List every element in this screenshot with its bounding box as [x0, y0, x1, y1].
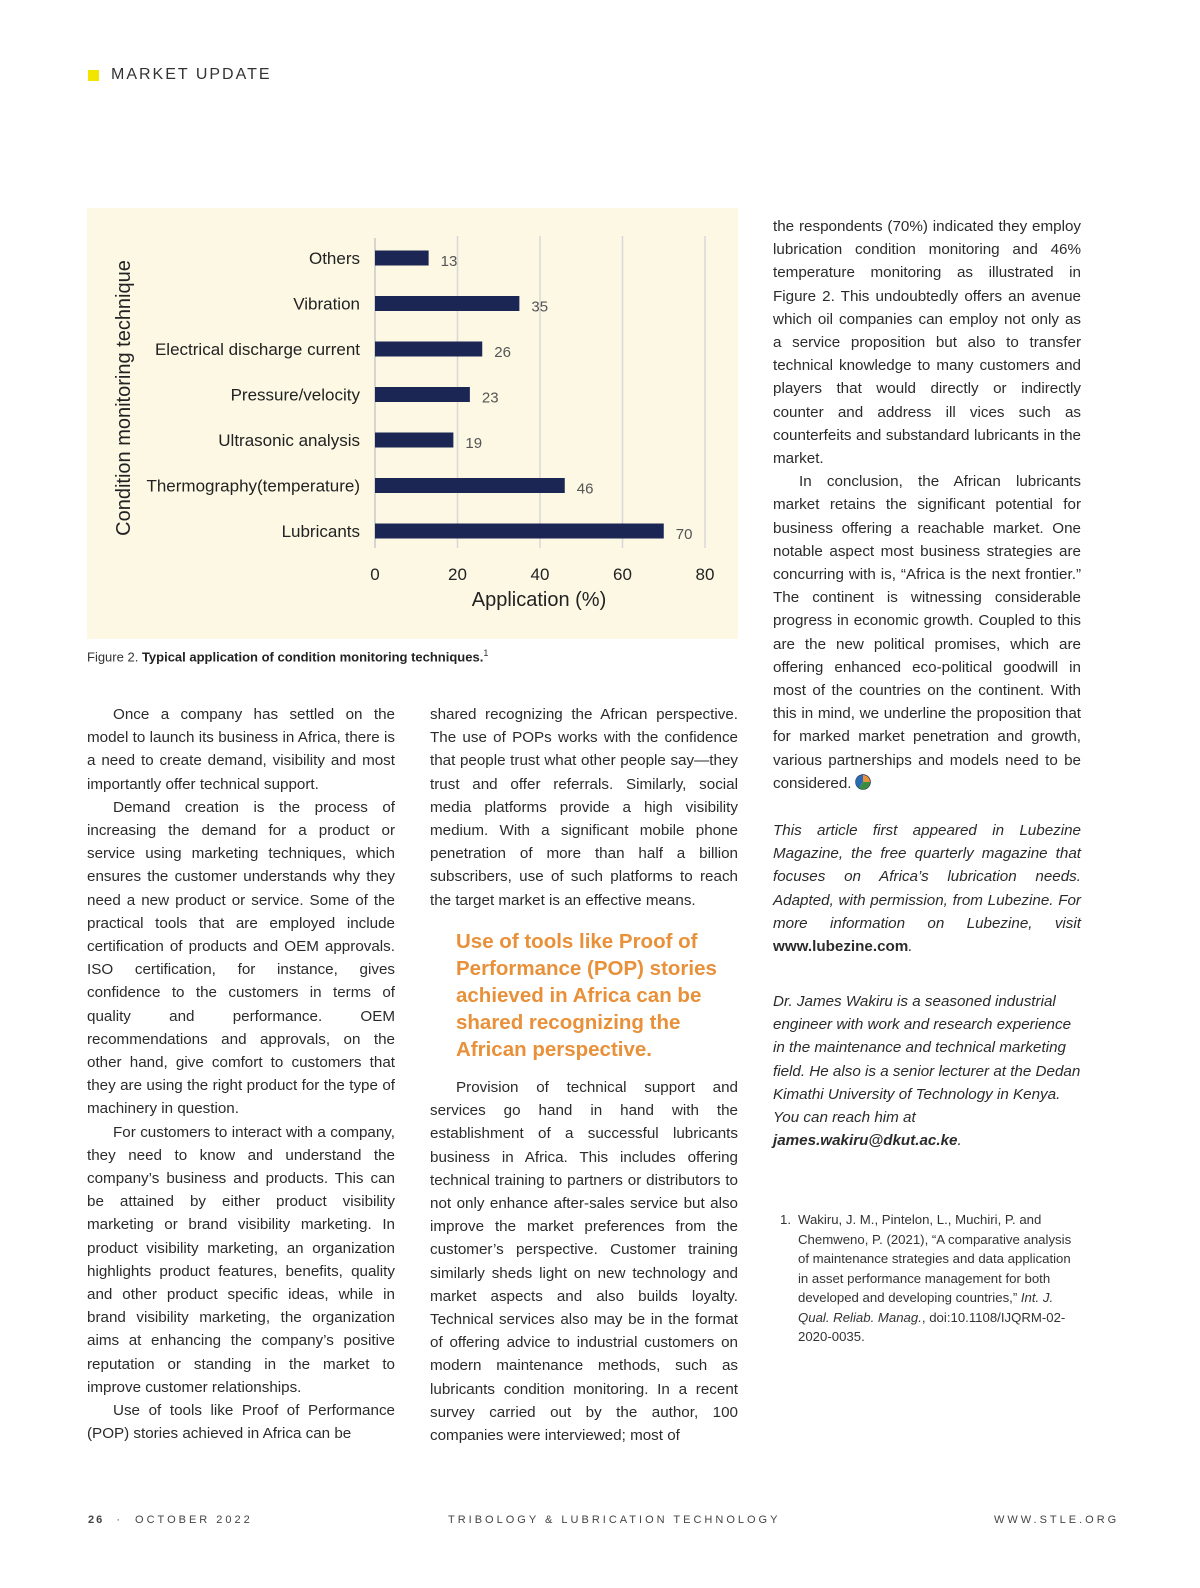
- data-label: 70: [675, 526, 693, 543]
- bar: [375, 387, 470, 402]
- section-marker-square: [88, 70, 99, 81]
- footer-left: [88, 1514, 253, 1526]
- column-2-bottom: [430, 1076, 738, 1447]
- data-label: 35: [531, 298, 549, 316]
- data-label: 26: [494, 344, 511, 361]
- page-number: 26: [88, 1514, 105, 1526]
- bar: [375, 524, 664, 539]
- paragraph: For customers to interact with a company, they need to know and understand the company’s business and products. This can be attained by either product visibility marketing or brand visibility marketing. In product visibility marketing, an organization highlights product features, benefits, quality and other product specific ideas, while in brand visibility marketing, the organization aims at enhancing the company’s positive reputation or standing in the market to improve customer relationships.: [87, 1123, 395, 1396]
- bar: [375, 433, 453, 448]
- reference-body: [798, 1210, 1080, 1347]
- x-tick-labels: [370, 565, 714, 584]
- column-2-top: [430, 703, 738, 912]
- paragraph: Demand creation is the process of increasing the demand for a product or service using marketing techniques, which ensures the customer understands why they need a new product or service. Some of the practical tools that are employed include certification of products and OEM approvals. ISO certification, for instance, gives confidence to the customers in terms of quality and performance. OEM recommendations and approvals, on the other hand, give comfort to customers that they are using the right product for the type of machinery in question.: [87, 798, 395, 1118]
- lubezine-link[interactable]: www.lubezine.com: [773, 938, 909, 956]
- x-tick-label: 80: [695, 565, 715, 584]
- category-label: Vibration: [293, 294, 360, 314]
- section-title: MARKET UPDATE: [111, 66, 272, 83]
- bar: [375, 296, 519, 311]
- bio-end: .: [957, 1132, 962, 1150]
- paragraph-conclusion: [773, 470, 1081, 795]
- reference-number: 1.: [780, 1212, 791, 1227]
- data-label: 13: [440, 253, 458, 270]
- column-1: [87, 703, 395, 1446]
- caption-prefix: Figure 2.: [87, 649, 139, 665]
- category-label: Lubricants: [281, 522, 360, 541]
- caption-superscript: 1: [483, 648, 489, 658]
- paragraph: shared recognizing the African perspective. The use of POPs works with the confidence that people trust what other people say—they trust and offer referrals. Similarly, social media platforms provide a high visibility medium. With a significant mobile phone penetration of more than half a billion subscribers, use of such platforms to reach the target market is an effective means.: [430, 706, 738, 909]
- bar: [375, 342, 482, 357]
- x-axis-label: Application (%): [471, 589, 607, 611]
- website[interactable]: WWW.STLE.ORG: [994, 1514, 1120, 1526]
- x-tick-label: 0: [370, 565, 380, 584]
- data-label: 23: [481, 389, 499, 407]
- footer-separator: ·: [116, 1514, 123, 1526]
- issue-date: OCTOBER 2022: [135, 1514, 253, 1526]
- paragraph: the respondents (70%) indicated they employ lubrication condition monitoring and 46% temperature monitoring as illustrated in Figure 2. This undoubtedly offers an avenue which oil companies can employ not only as a service proposition but also to transfer technical knowledge to many customers and players that would directly or indirectly counter and address ill vices such as counterfeits and substandard lubricants in the market.: [773, 218, 1081, 468]
- note-text: This article first appeared in Lubezine Magazine, the free quarterly magazine that focuses on Africa’s lubrication needs. Adapted, with permission, from Lubezine. For more information on Lubezine, visit: [773, 822, 1081, 932]
- reference-journal: Int. J. Qual. Reliab. Manag.: [798, 1290, 1054, 1325]
- note-end: .: [908, 938, 913, 956]
- x-tick-label: 60: [613, 565, 632, 584]
- bar: [375, 251, 429, 266]
- data-label: 19: [465, 435, 483, 452]
- category-label: Others: [308, 249, 360, 268]
- article-note: [773, 819, 1081, 958]
- paragraph: Use of tools like Proof of Performance (POP) stories achieved in Africa can be: [87, 1402, 395, 1443]
- pull-quote: Use of tools like Proof of Performance (POP) stories achieved in Africa can be shared recognizing the African perspective.: [456, 930, 717, 1061]
- end-of-article-icon: [855, 774, 871, 790]
- paragraph: Provision of technical support and services go hand in hand with the establishment of a successful lubricants business in Africa. This includes offering technical training to partners or distributors to not only enhance after-sales service but also improve the market preferences from the customer’s perspective. Customer training similarly sheds light on new technology and market aspects and also builds loyalty. Technical services also may be in the format of offering advice to industrial customers on modern maintenance methods, such as lubricants condition monitoring. In a recent survey carried out by the author, 100 companies were interviewed; most of: [430, 1079, 738, 1445]
- data-label: 46: [576, 480, 594, 498]
- paragraph: Once a company has settled on the model to launch its business in Africa, there is a need to create demand, visibility and most importantly offer technical support.: [87, 706, 395, 793]
- caption-text: Typical application of condition monitoring techniques.: [141, 649, 484, 665]
- author-bio: [773, 990, 1081, 1152]
- author-email[interactable]: james.wakiru@dkut.ac.ke: [773, 1132, 958, 1150]
- bar-chart: [87, 208, 738, 639]
- y-axis-label: Condition monitoring technique: [113, 260, 135, 536]
- figure-caption: [87, 648, 738, 664]
- category-label: Thermography(temperature): [146, 476, 360, 496]
- category-label: Electrical discharge current: [154, 340, 360, 359]
- x-tick-label: 20: [448, 565, 467, 584]
- category-label: Pressure/velocity: [230, 385, 360, 405]
- x-tick-label: 40: [530, 565, 550, 584]
- section-tag: [88, 66, 272, 84]
- category-label: Ultrasonic analysis: [218, 431, 360, 450]
- chart-bars: [146, 249, 692, 543]
- paragraph-text: In conclusion, the African lubricants market retains the significant potential for business offering a reachable market. One notable aspect most business strategies are concurring with is, “Africa is the next frontier.” The continent is witnessing considerable progress in economic growth. Coupled to this are the new political promises, which are offering enhanced eco-political goodwill in most of the countries on the continent. With this in mind, we underline the proposition that for marked market penetration and growth, various partnerships and models need to be considered.: [773, 473, 1081, 792]
- publication-name: TRIBOLOGY & LUBRICATION TECHNOLOGY: [448, 1514, 781, 1526]
- reference-text: Wakiru, J. M., Pintelon, L., Muchiri, P. and Chemweno, P. (2021), “A comparative analysis of maintenance strategies and data application in asset performance management for both developed and developing countries,”: [798, 1212, 1072, 1305]
- reference-item: [780, 1210, 1080, 1347]
- bar: [375, 478, 565, 493]
- reference-doi: , doi:10.1108/IJQRM-02-2020-0035.: [798, 1309, 1066, 1344]
- column-3: [773, 215, 1081, 795]
- bio-text: Dr. James Wakiru is a seasoned industrial engineer with work and research experience in the maintenance and technical marketing field. He also is a senior lecturer at the Dedan Kimathi University of Technology in Kenya. You can reach him at: [773, 993, 1081, 1127]
- figure-2-chart: [87, 208, 738, 639]
